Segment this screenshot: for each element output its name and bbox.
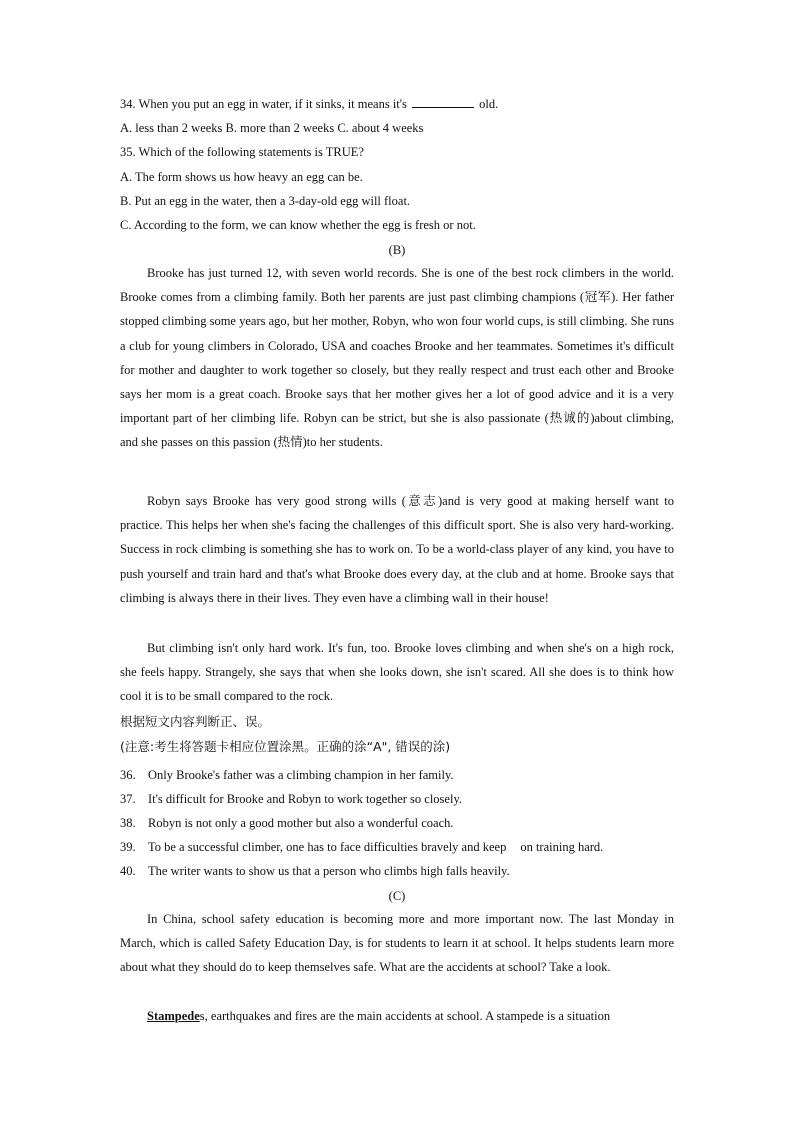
q34-stem-end: old. bbox=[479, 97, 499, 111]
section-b-paragraph-1: Brooke has just turned 12, with seven world records. She is one of the best rock climbers in the world. Brooke comes from a climbing family. Both her parents are just past climbing champions (冠军). Her father stopped climbing some years ago, but her mother, Robyn, who won four world cups, is still climbing. She runs a club for young climbers in Colorado, USA and coaches Brooke and her teammates. Sometimes it's difficult for mother and daughter to work together so closely, but they really respect and trust each other and Brooke says her mom is a great coach. Brooke says that her mother gives her a lot of good advice and it is a very important part of her climbing life. Robyn can be strict, but she is also passionate (热诚的)about climbing, and she passes on this passion (热情)to her students. bbox=[120, 266, 674, 450]
question-text-continued: on training hard. bbox=[520, 840, 604, 854]
instruction-note: (注意:考生将答题卡相应位置涂黑。正确的涂“A", 错误的涂) bbox=[120, 739, 451, 754]
question-text: To be a successful climber, one has to face difficulties bravely and keep bbox=[148, 840, 507, 854]
question-text: The writer wants to show us that a person who climbs high falls heavily. bbox=[148, 864, 510, 878]
question-40 bbox=[120, 862, 510, 880]
question-number: 36. bbox=[120, 768, 136, 782]
q35-option-a: A. The form shows us how heavy an egg can be. bbox=[120, 170, 363, 184]
question-36 bbox=[120, 766, 454, 784]
question-number: 39. bbox=[120, 840, 136, 854]
question-39 bbox=[120, 838, 603, 856]
section-b-paragraph-3: But climbing isn't only hard work. It's fun, too. Brooke loves climbing and when she's on a high rock, she feels happy. Strangely, she says that when she looks down, she isn't scared. All she does is to think how cool it is to be small compared to the rock. bbox=[120, 641, 674, 704]
instruction-judge: 根据短文内容判断正、误。 bbox=[120, 714, 271, 729]
question-number: 38. bbox=[120, 816, 136, 830]
question-text: Only Brooke's father was a climbing champion in her family. bbox=[148, 768, 454, 782]
q34-options: A. less than 2 weeks B. more than 2 weeks C. about 4 weeks bbox=[120, 121, 424, 135]
question-number: 40. bbox=[120, 864, 136, 878]
q34-stem: 34. When you put an egg in water, if it sinks, it means it's bbox=[120, 97, 407, 111]
section-b-label: (B) bbox=[388, 243, 406, 257]
question-34 bbox=[120, 95, 498, 113]
section-c-paragraph-1: In China, school safety education is becoming more and more important now. The last Monday in March, which is called Safety Education Day, is for students to learn it at school. It helps students learn more about what they should do to keep themselves safe. What are the accidents at school? Take a look. bbox=[120, 912, 674, 975]
question-35: 35. Which of the following statements is TRUE? bbox=[120, 145, 364, 159]
section-b-paragraph-2: Robyn says Brooke has very good strong wills (意志)and is very good at making herself want to practice. This helps her when she's facing the challenges of this difficult sport. She is also very hard-working. Success in rock climbing is something she has to work on. To be a world-class player of any kind, you have to push yourself and train hard and that's what Brooke does every day, at the club and at home. Brooke says that climbing is always there in their lives. They even have a climbing wall in their house! bbox=[120, 494, 674, 605]
question-37 bbox=[120, 790, 462, 808]
answer-blank[interactable] bbox=[412, 95, 474, 108]
question-38 bbox=[120, 814, 454, 832]
question-number: 37. bbox=[120, 792, 136, 806]
question-text: Robyn is not only a good mother but also a wonderful coach. bbox=[148, 816, 454, 830]
section-c-paragraph-2 bbox=[120, 1004, 674, 1028]
q35-option-c: C. According to the form, we can know whether the egg is fresh or not. bbox=[120, 218, 476, 232]
q35-option-b: B. Put an egg in the water, then a 3-day-old egg will float. bbox=[120, 194, 411, 208]
keyword-stampede: Stampede bbox=[147, 1009, 200, 1023]
paragraph-text: s, earthquakes and fires are the main accidents at school. A stampede is a situation bbox=[199, 1009, 611, 1023]
question-text: It's difficult for Brooke and Robyn to work together so closely. bbox=[148, 792, 463, 806]
section-c-label: (C) bbox=[388, 889, 406, 903]
